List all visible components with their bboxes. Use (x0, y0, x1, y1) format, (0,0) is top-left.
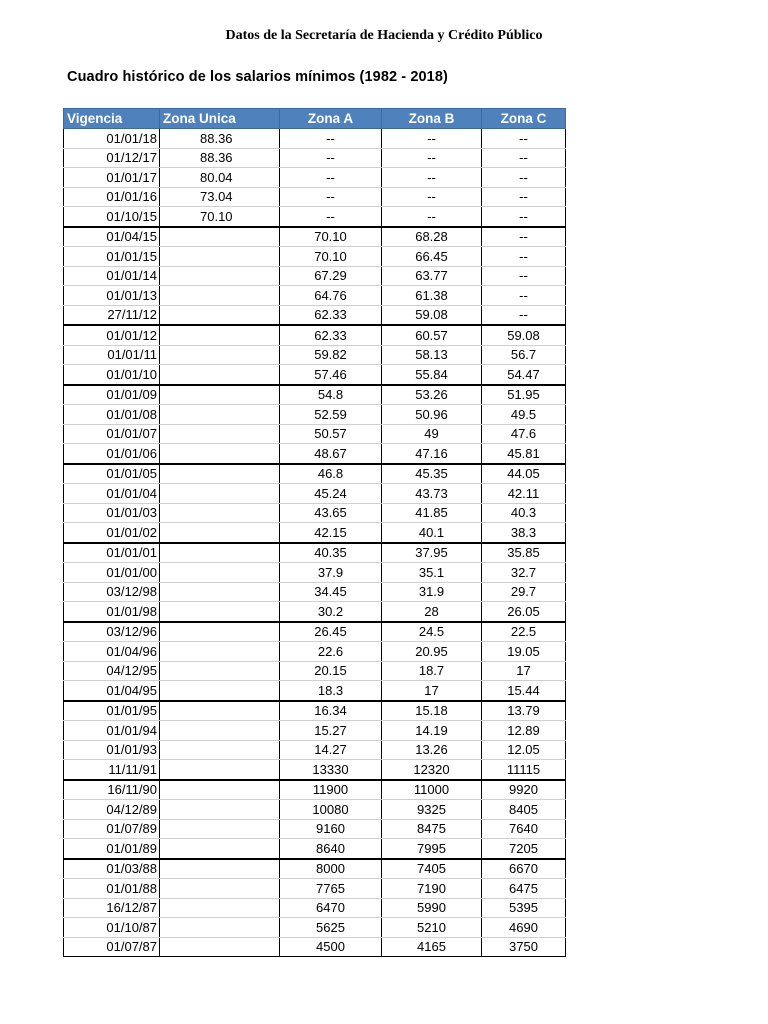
cell-zona-c: 56.7 (482, 345, 566, 365)
cell-zona-a: 22.6 (280, 642, 382, 662)
cell-zona-c: 38.3 (482, 523, 566, 543)
cell-zona-a: 46.8 (280, 464, 382, 484)
cell-zona-b: 7405 (382, 859, 482, 879)
table-row (64, 227, 566, 247)
cell-zona-b: -- (382, 148, 482, 168)
cell-zona-c: 44.05 (482, 464, 566, 484)
cell-zona-unica (160, 503, 280, 523)
cell-vigencia: 01/01/13 (64, 286, 160, 306)
table-row (64, 819, 566, 839)
cell-zona-c: 11115 (482, 760, 566, 780)
cell-zona-unica (160, 937, 280, 957)
cell-zona-c: 40.3 (482, 503, 566, 523)
cell-zona-c: 47.6 (482, 424, 566, 444)
cell-zona-b: 53.26 (382, 385, 482, 405)
cell-zona-unica (160, 721, 280, 741)
document-header (0, 28, 768, 44)
cell-zona-unica (160, 898, 280, 918)
cell-zona-a: 40.35 (280, 543, 382, 563)
cell-zona-b: 5210 (382, 918, 482, 938)
cell-zona-c: 3750 (482, 937, 566, 957)
cell-zona-a: -- (280, 168, 382, 188)
table-row (64, 266, 566, 286)
cell-zona-b: 35.1 (382, 563, 482, 583)
cell-zona-a: 43.65 (280, 503, 382, 523)
cell-zona-unica (160, 385, 280, 405)
table-row (64, 622, 566, 642)
cell-zona-unica (160, 642, 280, 662)
cell-zona-b: 59.08 (382, 305, 482, 325)
cell-zona-c: 6475 (482, 879, 566, 899)
cell-zona-unica: 73.04 (160, 187, 280, 207)
cell-zona-b: 63.77 (382, 266, 482, 286)
cell-zona-b: 8475 (382, 819, 482, 839)
cell-zona-unica (160, 405, 280, 425)
cell-vigencia: 01/01/05 (64, 464, 160, 484)
cell-zona-b: 18.7 (382, 661, 482, 681)
cell-zona-unica (160, 780, 280, 800)
cell-vigencia: 01/10/87 (64, 918, 160, 938)
cell-zona-b: 7995 (382, 839, 482, 859)
cell-zona-unica (160, 286, 280, 306)
cell-zona-b: 66.45 (382, 247, 482, 267)
cell-zona-b: 4165 (382, 937, 482, 957)
cell-zona-a: 62.33 (280, 325, 382, 345)
cell-zona-b: 11000 (382, 780, 482, 800)
cell-zona-c: -- (482, 227, 566, 247)
cell-zona-b: 15.18 (382, 701, 482, 721)
cell-zona-unica (160, 325, 280, 345)
cell-zona-b: 28 (382, 602, 482, 622)
table-row (64, 365, 566, 385)
cell-zona-c: 12.89 (482, 721, 566, 741)
cell-zona-b: 13.26 (382, 740, 482, 760)
cell-vigencia: 16/12/87 (64, 898, 160, 918)
cell-zona-b: 31.9 (382, 582, 482, 602)
cell-zona-c: 42.11 (482, 484, 566, 504)
cell-zona-c: 19.05 (482, 642, 566, 662)
cell-vigencia: 04/12/89 (64, 800, 160, 820)
cell-zona-a: 14.27 (280, 740, 382, 760)
cell-zona-unica (160, 543, 280, 563)
cell-zona-unica: 70.10 (160, 207, 280, 227)
cell-zona-a: 8000 (280, 859, 382, 879)
cell-zona-unica (160, 760, 280, 780)
cell-zona-a: 70.10 (280, 247, 382, 267)
table-row (64, 661, 566, 681)
cell-vigencia: 01/01/15 (64, 247, 160, 267)
cell-vigencia: 01/01/03 (64, 503, 160, 523)
cell-zona-unica (160, 859, 280, 879)
table-row (64, 800, 566, 820)
cell-zona-unica (160, 227, 280, 247)
cell-zona-b: 55.84 (382, 365, 482, 385)
cell-zona-c: 32.7 (482, 563, 566, 583)
table-title: Cuadro histórico de los salarios mínimos (1982 - 2018) (67, 69, 448, 85)
cell-vigencia: 01/01/93 (64, 740, 160, 760)
cell-vigencia: 01/04/15 (64, 227, 160, 247)
cell-zona-b: 40.1 (382, 523, 482, 543)
cell-zona-a: 15.27 (280, 721, 382, 741)
cell-zona-b: 58.13 (382, 345, 482, 365)
table-row (64, 780, 566, 800)
cell-zona-unica (160, 523, 280, 543)
column-header-zona-c: Zona C (482, 109, 566, 129)
table-row (64, 464, 566, 484)
table-row (64, 898, 566, 918)
cell-vigencia: 01/01/16 (64, 187, 160, 207)
cell-zona-b: 61.38 (382, 286, 482, 306)
cell-zona-c: 6670 (482, 859, 566, 879)
table-row (64, 168, 566, 188)
cell-zona-a: 62.33 (280, 305, 382, 325)
table-row (64, 325, 566, 345)
cell-zona-a: 67.29 (280, 266, 382, 286)
cell-zona-unica (160, 839, 280, 859)
column-header-zona-b: Zona B (382, 109, 482, 129)
cell-zona-c: -- (482, 266, 566, 286)
cell-zona-b: 50.96 (382, 405, 482, 425)
cell-vigencia: 03/12/98 (64, 582, 160, 602)
cell-zona-c: 45.81 (482, 444, 566, 464)
table-row (64, 187, 566, 207)
cell-zona-a: 52.59 (280, 405, 382, 425)
table-row (64, 305, 566, 325)
cell-zona-b: 45.35 (382, 464, 482, 484)
table-row (64, 424, 566, 444)
cell-zona-unica (160, 305, 280, 325)
cell-zona-b: 20.95 (382, 642, 482, 662)
cell-vigencia: 03/12/96 (64, 622, 160, 642)
cell-zona-a: 16.34 (280, 701, 382, 721)
cell-vigencia: 01/03/88 (64, 859, 160, 879)
cell-zona-c: 13.79 (482, 701, 566, 721)
cell-vigencia: 01/01/02 (64, 523, 160, 543)
header-row (64, 109, 566, 129)
cell-zona-c: -- (482, 247, 566, 267)
cell-zona-unica: 80.04 (160, 168, 280, 188)
cell-zona-c: -- (482, 187, 566, 207)
cell-zona-b: 43.73 (382, 484, 482, 504)
cell-vigencia: 01/01/11 (64, 345, 160, 365)
cell-zona-c: -- (482, 305, 566, 325)
cell-zona-unica: 88.36 (160, 148, 280, 168)
table-row (64, 385, 566, 405)
cell-zona-b: 14.19 (382, 721, 482, 741)
cell-vigencia: 01/01/14 (64, 266, 160, 286)
table-row (64, 207, 566, 227)
cell-zona-a: 10080 (280, 800, 382, 820)
column-header-vigencia: Vigencia (64, 109, 160, 129)
cell-zona-a: 20.15 (280, 661, 382, 681)
cell-zona-a: 57.46 (280, 365, 382, 385)
cell-zona-unica (160, 444, 280, 464)
cell-zona-a: 6470 (280, 898, 382, 918)
cell-zona-unica (160, 602, 280, 622)
cell-zona-a: 11900 (280, 780, 382, 800)
cell-zona-c: 9920 (482, 780, 566, 800)
cell-zona-b: 37.95 (382, 543, 482, 563)
cell-zona-c: 51.95 (482, 385, 566, 405)
cell-zona-c: 54.47 (482, 365, 566, 385)
cell-zona-b: 47.16 (382, 444, 482, 464)
cell-vigencia: 01/01/01 (64, 543, 160, 563)
cell-vigencia: 01/01/88 (64, 879, 160, 899)
cell-zona-c: 5395 (482, 898, 566, 918)
cell-zona-unica (160, 464, 280, 484)
cell-zona-c: 49.5 (482, 405, 566, 425)
table-row (64, 247, 566, 267)
cell-zona-c: 7205 (482, 839, 566, 859)
cell-zona-a: 59.82 (280, 345, 382, 365)
cell-vigencia: 01/01/09 (64, 385, 160, 405)
cell-vigencia: 01/12/17 (64, 148, 160, 168)
cell-zona-b: 7190 (382, 879, 482, 899)
cell-zona-b: 24.5 (382, 622, 482, 642)
cell-zona-b: -- (382, 207, 482, 227)
wage-table (63, 108, 566, 957)
table-row (64, 879, 566, 899)
cell-zona-unica: 88.36 (160, 129, 280, 149)
cell-zona-a: 5625 (280, 918, 382, 938)
cell-vigencia: 01/10/15 (64, 207, 160, 227)
cell-vigencia: 04/12/95 (64, 661, 160, 681)
cell-zona-a: 54.8 (280, 385, 382, 405)
cell-zona-unica (160, 266, 280, 286)
cell-vigencia: 01/01/94 (64, 721, 160, 741)
cell-zona-a: 30.2 (280, 602, 382, 622)
cell-zona-c: 35.85 (482, 543, 566, 563)
table-row (64, 484, 566, 504)
cell-vigencia: 01/01/08 (64, 405, 160, 425)
cell-zona-c: 15.44 (482, 681, 566, 701)
cell-zona-unica (160, 622, 280, 642)
table-body (64, 129, 566, 957)
table-row (64, 543, 566, 563)
cell-zona-a: 4500 (280, 937, 382, 957)
table-row (64, 642, 566, 662)
table-row (64, 563, 566, 583)
cell-zona-b: -- (382, 187, 482, 207)
source-text: Datos de la Secretaría de Hacienda y Crédito Público (225, 28, 543, 43)
cell-zona-a: 70.10 (280, 227, 382, 247)
cell-zona-b: 9325 (382, 800, 482, 820)
cell-zona-unica (160, 424, 280, 444)
table-row (64, 602, 566, 622)
table-row (64, 129, 566, 149)
cell-zona-a: 18.3 (280, 681, 382, 701)
cell-zona-b: 12320 (382, 760, 482, 780)
cell-zona-unica (160, 800, 280, 820)
cell-vigencia: 11/11/91 (64, 760, 160, 780)
cell-zona-unica (160, 365, 280, 385)
cell-vigencia: 01/07/89 (64, 819, 160, 839)
cell-zona-a: -- (280, 187, 382, 207)
cell-zona-c: 12.05 (482, 740, 566, 760)
cell-zona-a: 26.45 (280, 622, 382, 642)
cell-zona-a: 7765 (280, 879, 382, 899)
cell-zona-a: 34.45 (280, 582, 382, 602)
table-row (64, 148, 566, 168)
cell-vigencia: 01/01/07 (64, 424, 160, 444)
cell-zona-b: 68.28 (382, 227, 482, 247)
cell-zona-c: 22.5 (482, 622, 566, 642)
cell-zona-unica (160, 879, 280, 899)
cell-zona-a: -- (280, 148, 382, 168)
table-row (64, 740, 566, 760)
cell-vigencia: 27/11/12 (64, 305, 160, 325)
table-row (64, 503, 566, 523)
cell-zona-b: 5990 (382, 898, 482, 918)
table-row (64, 701, 566, 721)
cell-zona-b: 49 (382, 424, 482, 444)
table-row (64, 681, 566, 701)
cell-zona-a: 9160 (280, 819, 382, 839)
cell-zona-b: -- (382, 168, 482, 188)
cell-vigencia: 01/07/87 (64, 937, 160, 957)
table-row (64, 918, 566, 938)
cell-vigencia: 01/01/12 (64, 325, 160, 345)
cell-zona-a: 48.67 (280, 444, 382, 464)
cell-zona-unica (160, 918, 280, 938)
cell-zona-c: 7640 (482, 819, 566, 839)
cell-zona-unica (160, 484, 280, 504)
cell-vigencia: 01/01/95 (64, 701, 160, 721)
cell-zona-a: 42.15 (280, 523, 382, 543)
table-row (64, 859, 566, 879)
cell-zona-unica (160, 661, 280, 681)
table-row (64, 444, 566, 464)
cell-vigencia: 01/01/18 (64, 129, 160, 149)
cell-zona-c: 29.7 (482, 582, 566, 602)
cell-zona-c: -- (482, 129, 566, 149)
cell-zona-b: 60.57 (382, 325, 482, 345)
cell-zona-a: 50.57 (280, 424, 382, 444)
cell-zona-c: -- (482, 207, 566, 227)
cell-zona-a: -- (280, 207, 382, 227)
table-row (64, 937, 566, 957)
cell-vigencia: 01/04/95 (64, 681, 160, 701)
cell-zona-c: -- (482, 286, 566, 306)
column-header-zona-a: Zona A (280, 109, 382, 129)
table-row (64, 345, 566, 365)
cell-zona-a: 45.24 (280, 484, 382, 504)
cell-zona-b: 41.85 (382, 503, 482, 523)
cell-zona-a: 8640 (280, 839, 382, 859)
table-row (64, 760, 566, 780)
cell-zona-unica (160, 740, 280, 760)
cell-zona-unica (160, 345, 280, 365)
cell-vigencia: 01/01/17 (64, 168, 160, 188)
table-row (64, 405, 566, 425)
cell-zona-a: -- (280, 129, 382, 149)
cell-vigencia: 01/01/89 (64, 839, 160, 859)
table-header (64, 109, 566, 129)
cell-zona-c: 59.08 (482, 325, 566, 345)
column-header-zona-unica: Zona Unica (160, 109, 280, 129)
cell-zona-unica (160, 563, 280, 583)
cell-vigencia: 01/01/04 (64, 484, 160, 504)
cell-zona-unica (160, 582, 280, 602)
cell-vigencia: 01/04/96 (64, 642, 160, 662)
cell-vigencia: 16/11/90 (64, 780, 160, 800)
cell-zona-b: -- (382, 129, 482, 149)
cell-zona-c: -- (482, 148, 566, 168)
cell-zona-unica (160, 819, 280, 839)
table-row (64, 286, 566, 306)
table-row (64, 721, 566, 741)
cell-zona-unica (160, 701, 280, 721)
cell-zona-a: 64.76 (280, 286, 382, 306)
cell-zona-c: 8405 (482, 800, 566, 820)
cell-zona-unica (160, 247, 280, 267)
cell-vigencia: 01/01/00 (64, 563, 160, 583)
cell-zona-a: 37.9 (280, 563, 382, 583)
table-row (64, 523, 566, 543)
cell-vigencia: 01/01/06 (64, 444, 160, 464)
cell-zona-unica (160, 681, 280, 701)
cell-zona-c: -- (482, 168, 566, 188)
cell-vigencia: 01/01/98 (64, 602, 160, 622)
cell-zona-c: 26.05 (482, 602, 566, 622)
cell-vigencia: 01/01/10 (64, 365, 160, 385)
cell-zona-a: 13330 (280, 760, 382, 780)
table-row (64, 582, 566, 602)
cell-zona-c: 17 (482, 661, 566, 681)
cell-zona-c: 4690 (482, 918, 566, 938)
cell-zona-b: 17 (382, 681, 482, 701)
table-row (64, 839, 566, 859)
